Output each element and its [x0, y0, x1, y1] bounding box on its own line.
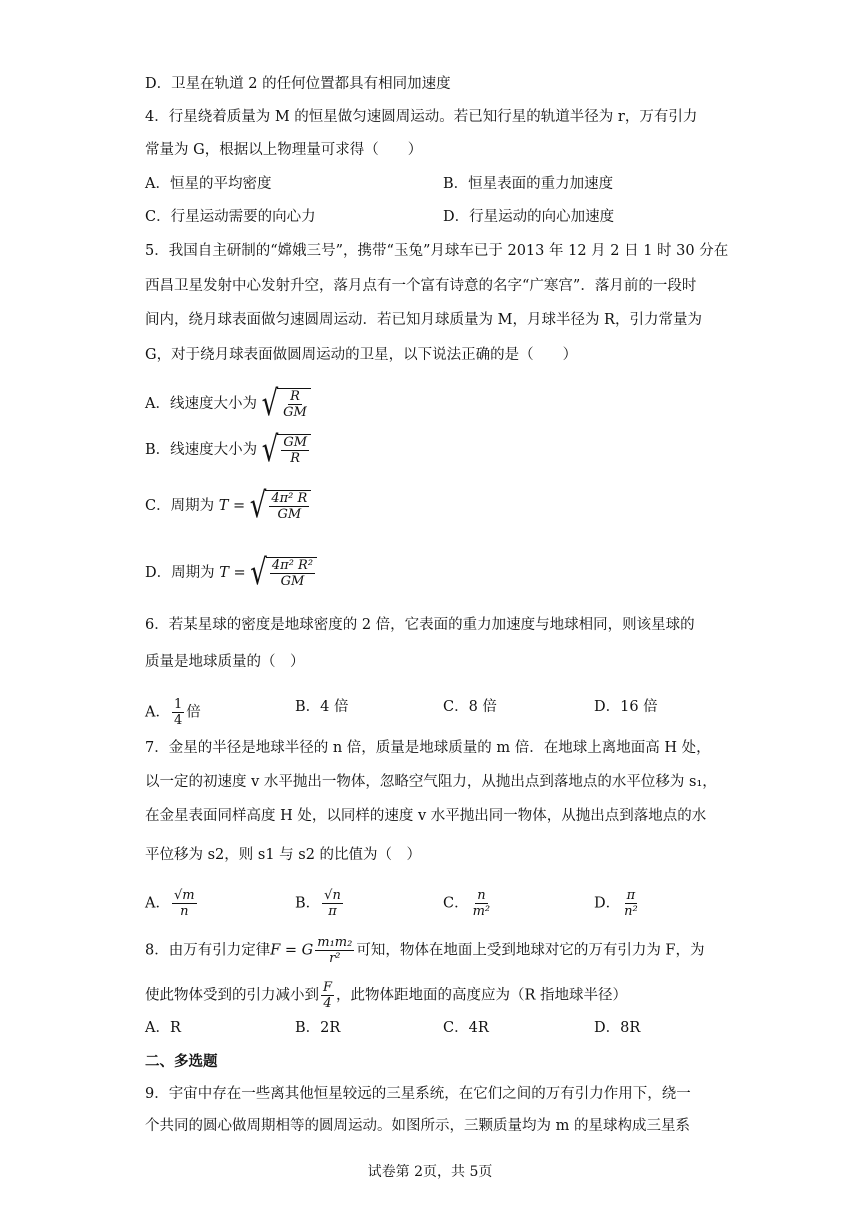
q8-formula-lhs: F = G	[270, 942, 314, 959]
q6-stem-line1: 6．若某星球的密度是地球密度的 2 倍，它表面的重力加速度与地球相同，则该星球的	[145, 617, 695, 633]
q8-option-d: D．8R	[594, 1020, 641, 1036]
q6-option-d: D．16 倍	[594, 699, 658, 715]
q7-option-d-label: D．	[594, 895, 621, 912]
q6-option-c: C．8 倍	[443, 699, 497, 715]
q5-d-numerator: 4π² R²	[271, 558, 314, 573]
q4-option-b: B．恒星表面的重力加速度	[443, 176, 614, 192]
q7-option-d	[594, 888, 642, 919]
section-heading: 二、多选题	[145, 1053, 218, 1070]
q8-line2-pre: 使此物体受到的引力减小到	[145, 987, 319, 1004]
q7-option-a	[145, 888, 199, 919]
q7-c-numerator: n	[477, 888, 486, 903]
q7-option-c	[443, 888, 494, 919]
q7-stem-line3: 在金星表面同样高度 H 处，以同样的速度 v 水平抛出同一物体，从抛出点到落地点的水	[145, 808, 707, 824]
q5-b-numerator: GM	[283, 435, 308, 450]
q8-formula-denominator: r²	[329, 951, 341, 966]
q7-stem-line4: 平位移为 s2，则 s1 与 s2 的比值为（ ）	[145, 847, 422, 863]
q5-option-d-label: D．周期为	[145, 565, 215, 581]
q7-b-numerator: √n	[324, 888, 341, 903]
q8-option-a: A．R	[145, 1020, 181, 1036]
q8-stem-line1	[145, 935, 705, 966]
q7-stem-line2: 以一定的初速度 v 水平抛出一物体，忽略空气阻力，从抛出点到落地点的水平位移为 s₁，	[145, 774, 717, 790]
q8-stem-line2	[145, 980, 627, 1011]
sqrt-formula: √ $\frac{\text{4π² R}}{GM}$	[250, 490, 312, 522]
q5-option-b-label: B．线速度大小为	[145, 442, 258, 458]
sqrt-formula: √ $\frac{R}{GM}$	[262, 388, 311, 420]
q5-c-lhs: T =	[218, 498, 246, 514]
q4-option-a: A．恒星的平均密度	[145, 176, 272, 192]
q4-stem-line2: 常量为 G，根据以上物理量可求得（ ）	[145, 142, 423, 158]
q4-stem-line1: 4．行星绕着质量为 M 的恒星做匀速圆周运动。若已知行星的轨道半径为 r，万有引力	[145, 109, 698, 125]
q5-stem-line3: 间内，绕月球表面做匀速圆周运动．若已知月球质量为 M，月球半径为 R，引力常量为	[145, 312, 702, 328]
q3-option-d: D．卫星在轨道 2 的任何位置都具有相同加速度	[145, 76, 451, 92]
q8-formula-numerator: m₁m₂	[317, 935, 353, 950]
q9-stem-line1: 9．宇宙中存在一些离其他恒星较远的三星系统，在它们之间的万有引力作用下，绕一	[145, 1086, 691, 1102]
q6-a-numerator: 1	[173, 697, 183, 712]
q5-c-numerator: 4π² R	[271, 491, 308, 506]
q7-a-denominator: n	[180, 904, 189, 919]
q7-c-denominator: m²	[472, 904, 491, 919]
q8-line1-pre: 8．由万有引力定律	[145, 942, 271, 959]
q8-f-numerator: F	[323, 980, 333, 995]
q8-option-c: C．4R	[443, 1020, 489, 1036]
q6-stem-line2: 质量是地球质量的（ ）	[145, 654, 305, 670]
q7-option-a-label: A．	[145, 895, 170, 912]
q9-stem-line2: 个共同的圆心做周期相等的圆周运动。如图所示，三颗质量均为 m 的星球构成三星系	[145, 1118, 690, 1134]
q5-option-c-label: C．周期为	[145, 498, 215, 514]
q5-option-a	[145, 383, 311, 425]
q6-option-b: B．4 倍	[295, 699, 349, 715]
q7-option-c-label: C．	[443, 895, 469, 912]
q5-stem-line4: G，对于绕月球表面做圆周运动的卫星，以下说法正确的是（ ）	[145, 347, 578, 363]
sqrt-formula: √ $\frac{\text{4π² R²}}{GM}$	[250, 557, 317, 589]
q4-option-d: D．行星运动的向心加速度	[443, 209, 615, 225]
q6-option-a-unit: 倍	[186, 704, 201, 721]
q8-f-denominator: 4	[323, 996, 332, 1011]
q5-a-denominator: GM	[283, 405, 307, 420]
page-footer: 试卷第 2页，共 5页	[367, 1164, 493, 1180]
q5-option-b	[145, 429, 311, 471]
q6-option-a	[145, 697, 201, 728]
q4-option-c: C．行星运动需要的向心力	[145, 209, 316, 225]
q7-d-numerator: π	[626, 888, 636, 903]
q5-d-denominator: GM	[280, 574, 305, 589]
q5-d-lhs: T =	[219, 565, 246, 581]
q5-stem-line2: 西昌卫星发射中心发射升空，落月点有一个富有诗意的名字“广寒宫”．落月前的一段时	[145, 278, 697, 294]
q5-a-numerator: R	[290, 389, 300, 404]
q8-line2-post: ，此物体距地面的高度应为（R 指地球半径）	[336, 987, 628, 1004]
q7-b-denominator: π	[328, 904, 337, 919]
q8-option-b: B．2R	[295, 1020, 341, 1036]
q5-option-d	[145, 552, 317, 594]
q5-option-c	[145, 485, 311, 527]
q7-a-numerator: √m	[173, 888, 195, 903]
q7-stem-line1: 7．金星的半径是地球半径的 n 倍，质量是地球质量的 m 倍．在地球上离地面高 H 处，	[145, 740, 711, 756]
q8-line1-post: 可知，物体在地面上受到地球对它的万有引力为 F，为	[356, 942, 705, 959]
q6-a-denominator: 4	[173, 713, 183, 728]
q6-option-a-label: A．	[145, 704, 170, 721]
q5-c-denominator: GM	[277, 507, 302, 522]
q7-option-b	[295, 888, 345, 919]
q7-option-b-label: B．	[295, 895, 321, 912]
q5-b-denominator: R	[290, 451, 301, 466]
q7-d-denominator: n²	[624, 904, 638, 919]
q5-stem-line1: 5．我国自主研制的“嫦娥三号”，携带“玉兔”月球车已于 2013 年 12 月 2 日 1 时 30 分在	[145, 243, 729, 259]
q5-option-a-label: A．线速度大小为	[145, 396, 257, 412]
sqrt-formula: √ $\frac{GM}{R}$	[262, 434, 311, 466]
